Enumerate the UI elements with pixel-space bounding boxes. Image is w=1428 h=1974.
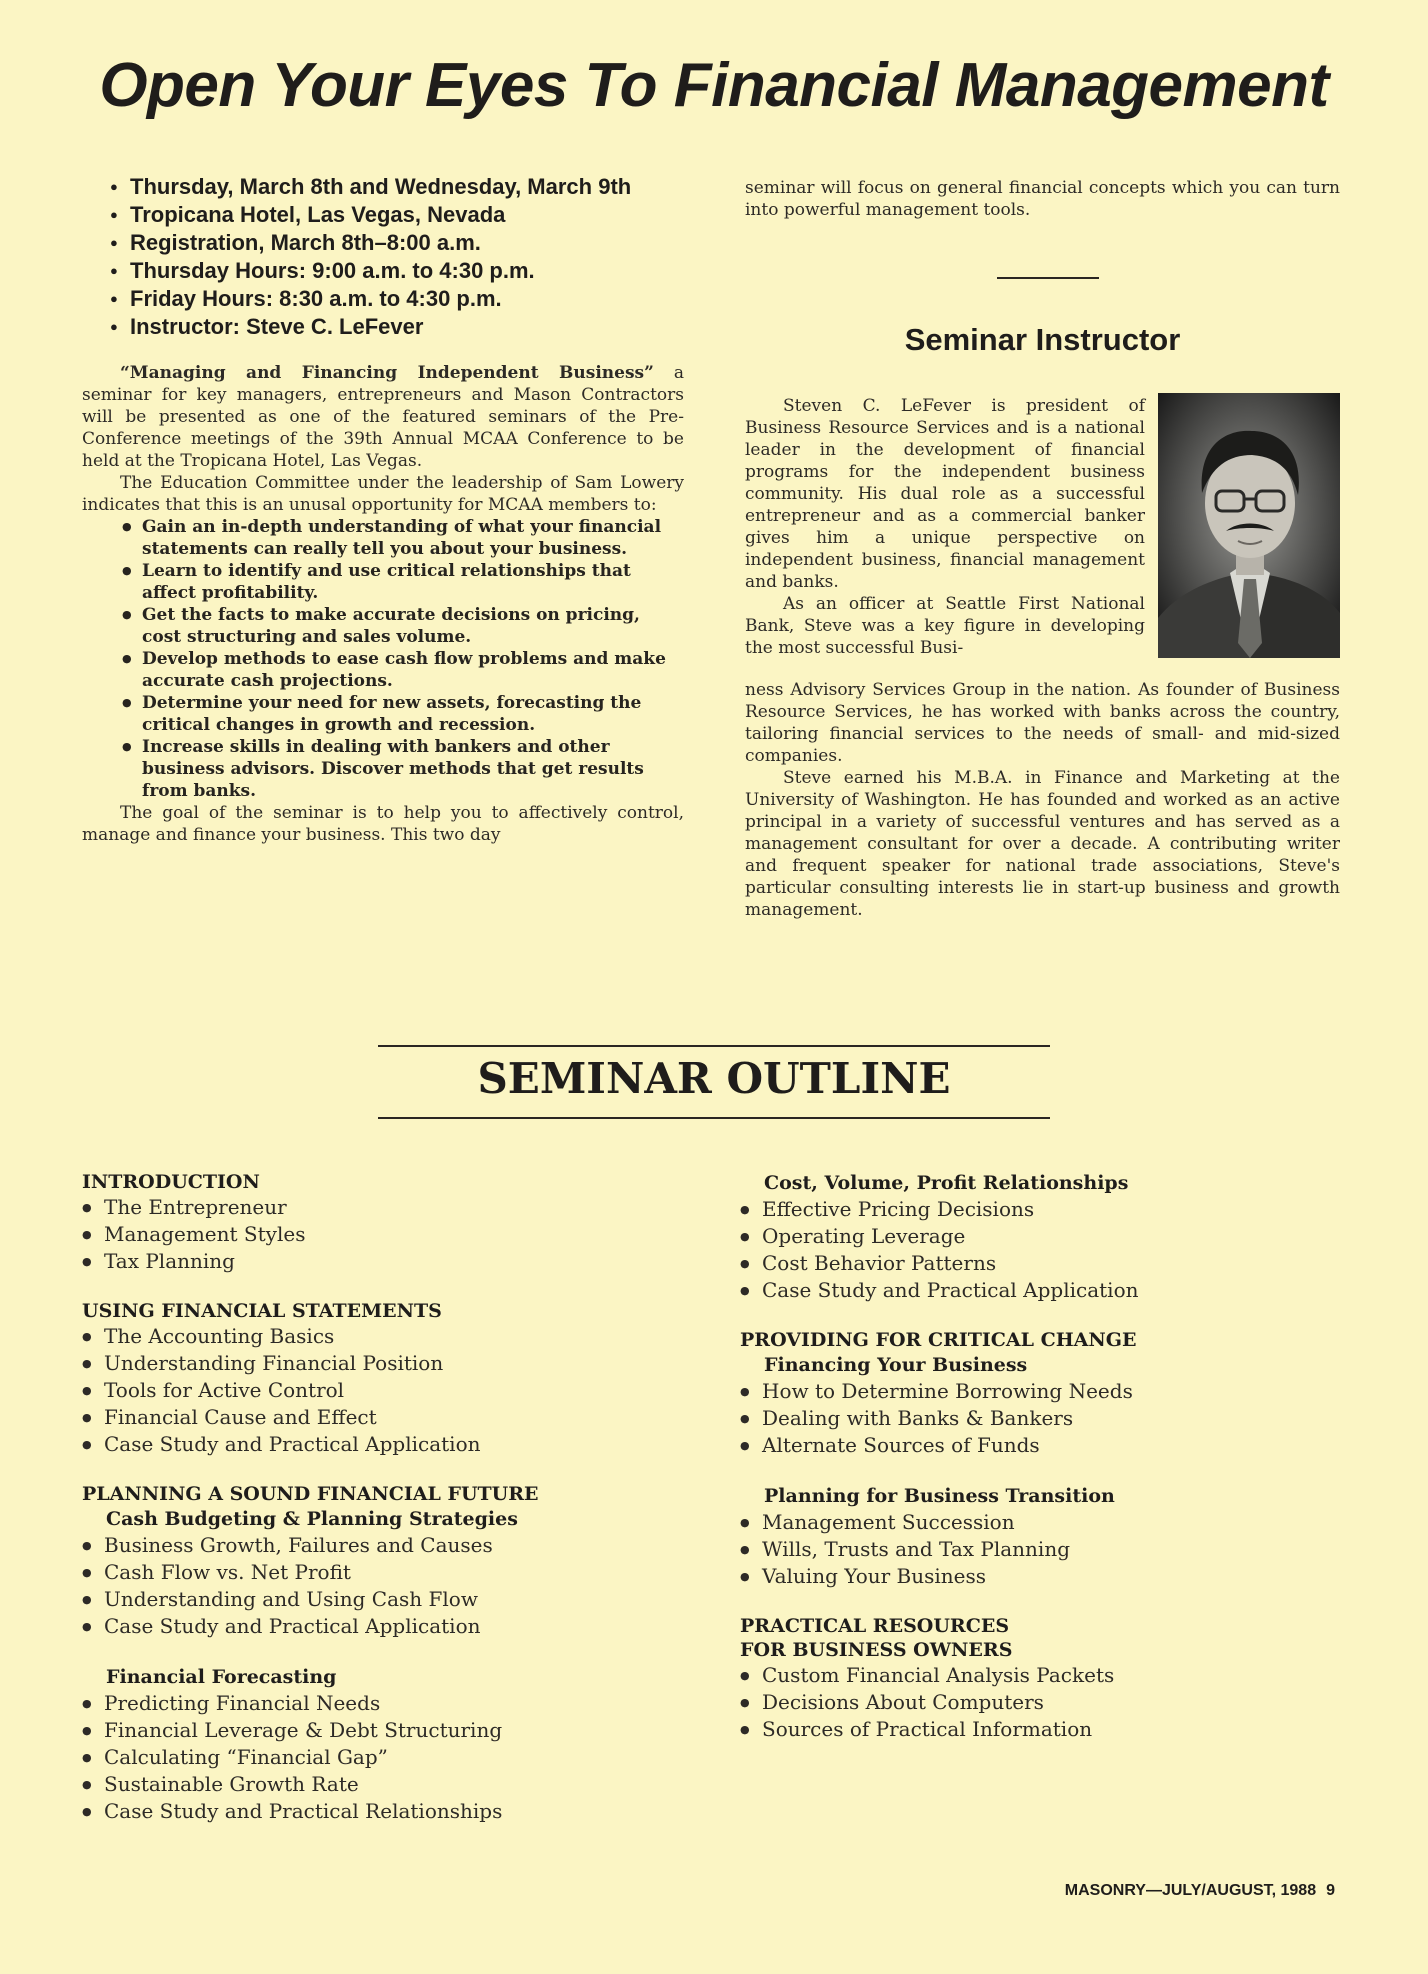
list-item: ● The Accounting Basics (82, 1323, 539, 1350)
outline-title: SEMINAR OUTLINE (477, 1054, 951, 1103)
outline-left-column (82, 1170, 539, 1825)
intro-paragraph-3-continued: seminar will focus on general financial concepts which you can turn into powerful management tools. (745, 178, 1340, 220)
outline-rule-top (378, 1045, 1050, 1047)
goal-item: ● Determine your need for new assets, forecasting the critical changes in growth and recession. (122, 692, 684, 736)
list-item: ● Case Study and Practical Application (82, 1613, 539, 1640)
intro-paragraph-2: The Education Committee under the leadership of Sam Lowery indicates that this is an unusal opportunity for MCAA members to: (82, 473, 684, 515)
subsection-title-forecasting: Financial Forecasting (106, 1666, 337, 1688)
section-title-using-statements: USING FINANCIAL STATEMENTS (82, 1300, 442, 1322)
intro-continuation (745, 177, 1340, 221)
list-item: ● Understanding Financial Position (82, 1350, 539, 1377)
event-info-item: ● Friday Hours: 8:30 a.m. to 4:30 p.m. (110, 285, 631, 313)
list-item: ● Case Study and Practical Relationships (82, 1798, 539, 1825)
list-item: ● The Entrepreneur (82, 1194, 539, 1221)
section-divider (997, 277, 1099, 279)
goals-list (82, 516, 684, 802)
list-item: ● Dealing with Banks & Bankers (740, 1405, 1139, 1432)
intro-paragraph-3: The goal of the seminar is to help you to affectively control, manage and finance your business. This two day (82, 803, 684, 845)
subsection-title-transition: Planning for Business Transition (764, 1485, 1115, 1507)
list-item: ● Tools for Active Control (82, 1377, 539, 1404)
instructor-heading: Seminar Instructor (904, 322, 1181, 357)
list-item: ● Business Growth, Failures and Causes (82, 1532, 539, 1559)
intro-article (82, 362, 684, 846)
list-item: ● Cost Behavior Patterns (740, 1250, 1139, 1277)
section-title-planning: PLANNING A SOUND FINANCIAL FUTURE (82, 1483, 539, 1505)
event-info-item: ● Thursday Hours: 9:00 a.m. to 4:30 p.m. (110, 257, 631, 285)
goal-item: ● Develop methods to ease cash flow problems and make accurate cash projections. (122, 648, 684, 692)
list-item: ● Case Study and Practical Application (82, 1431, 539, 1458)
subsection-title-financing: Financing Your Business (764, 1354, 1028, 1376)
list-item: ● Alternate Sources of Funds (740, 1432, 1139, 1459)
using-statements-list (82, 1323, 539, 1458)
page-number: 9 (1326, 1882, 1335, 1899)
outline-rule-bottom (378, 1117, 1050, 1119)
list-item: ● How to Determine Borrowing Needs (740, 1378, 1139, 1405)
bio-paragraph-2-start: As an officer at Seattle First National Bank, Steve was a key figure in developing the most successful Busi- (745, 594, 1145, 658)
list-item: ● Wills, Trusts and Tax Planning (740, 1536, 1139, 1563)
list-item: ● Case Study and Practical Application (740, 1277, 1139, 1304)
cash-budgeting-list (82, 1532, 539, 1640)
section-title-introduction: INTRODUCTION (82, 1171, 260, 1193)
forecasting-list (82, 1690, 539, 1825)
list-item: ● Management Succession (740, 1509, 1139, 1536)
bio-paragraph-2-rest: ness Advisory Services Group in the nation. As founder of Business Resource Services, he has worked with banks across the country, tailoring financial services to the needs of small- and mid-sized companies. (745, 680, 1340, 766)
list-item: ● Financial Cause and Effect (82, 1404, 539, 1431)
list-item: ● Valuing Your Business (740, 1563, 1139, 1590)
goal-item: ● Increase skills in dealing with bankers and other business advisors. Discover methods that get results from banks. (122, 736, 684, 802)
instructor-portrait (1158, 393, 1340, 658)
bio-paragraph-1: Steven C. LeFever is president of Business Resource Services and is a national leader in the development of financial programs for the independent business community. His dual role as a successful entrepreneur and as a commercial banker gives him a unique perspective on independent business, financial management and banks. (745, 396, 1145, 592)
outline-right-column (740, 1170, 1139, 1743)
list-item: ● Operating Leverage (740, 1223, 1139, 1250)
list-item: ● Calculating “Financial Gap” (82, 1744, 539, 1771)
page-headline: Open Your Eyes To Financial Management (99, 51, 1329, 120)
event-info-item: ● Instructor: Steve C. LeFever (110, 313, 631, 341)
instructor-bio-wide (745, 679, 1340, 921)
bio-paragraph-3: Steve earned his M.B.A. in Finance and Marketing at the University of Washington. He has founded and worked as an active principal in a variety of successful ventures and has served as a management consultant for over a decade. A contributing writer and frequent speaker for national trade associations, Steve's particular consulting interests lie in start-up business and growth management. (745, 768, 1340, 920)
section-title-critical-change: PROVIDING FOR CRITICAL CHANGE (740, 1329, 1137, 1351)
section-title-resources-line-2: FOR BUSINESS OWNERS (740, 1639, 1013, 1661)
event-info-item: ● Registration, March 8th–8:00 a.m. (110, 229, 631, 257)
list-item: ● Effective Pricing Decisions (740, 1196, 1139, 1223)
list-item: ● Cash Flow vs. Net Profit (82, 1559, 539, 1586)
subsection-title-cash-budgeting: Cash Budgeting & Planning Strategies (106, 1508, 518, 1530)
subsection-title-cvp: Cost, Volume, Profit Relationships (764, 1172, 1129, 1194)
list-item: ● Management Styles (82, 1221, 539, 1248)
list-item: ● Financial Leverage & Debt Structuring (82, 1717, 539, 1744)
cvp-list (740, 1196, 1139, 1304)
event-info-item: ● Tropicana Hotel, Las Vegas, Nevada (110, 201, 631, 229)
transition-list (740, 1509, 1139, 1590)
event-info-list (110, 173, 631, 341)
resources-list (740, 1662, 1139, 1743)
event-info-item: ● Thursday, March 8th and Wednesday, March 9th (110, 173, 631, 201)
introduction-list (82, 1194, 539, 1275)
instructor-bio-narrow (745, 395, 1145, 659)
intro-paragraph-1-text: a seminar for key managers, entrepreneurs and Mason Contractors will be presented as one of the featured seminars of the Pre-Conference meetings of the 39th Annual MCAA Conference to be held at the Tropicana Hotel, Las Vegas. (82, 363, 684, 471)
intro-paragraph-1 (82, 362, 684, 472)
goal-item: ● Learn to identify and use critical relationships that affect profitability. (122, 560, 684, 604)
seminar-name: “Managing and Financing Independent Business” (120, 363, 654, 383)
list-item: ● Sustainable Growth Rate (82, 1771, 539, 1798)
goal-item: ● Get the facts to make accurate decisions on pricing, cost structuring and sales volume. (122, 604, 684, 648)
financing-list (740, 1378, 1139, 1459)
list-item: ● Predicting Financial Needs (82, 1690, 539, 1717)
list-item: ● Custom Financial Analysis Packets (740, 1662, 1139, 1689)
list-item: ● Sources of Practical Information (740, 1716, 1139, 1743)
list-item: ● Tax Planning (82, 1248, 539, 1275)
page-footer (1065, 1882, 1335, 1900)
goal-item: ● Gain an in-depth understanding of what your financial statements can really tell you about your business. (122, 516, 684, 560)
section-title-resources-line-1: PRACTICAL RESOURCES (740, 1615, 1010, 1637)
publication-info: MASONRY—JULY/AUGUST, 1988 (1064, 1882, 1317, 1899)
list-item: ● Understanding and Using Cash Flow (82, 1586, 539, 1613)
list-item: ● Decisions About Computers (740, 1689, 1139, 1716)
